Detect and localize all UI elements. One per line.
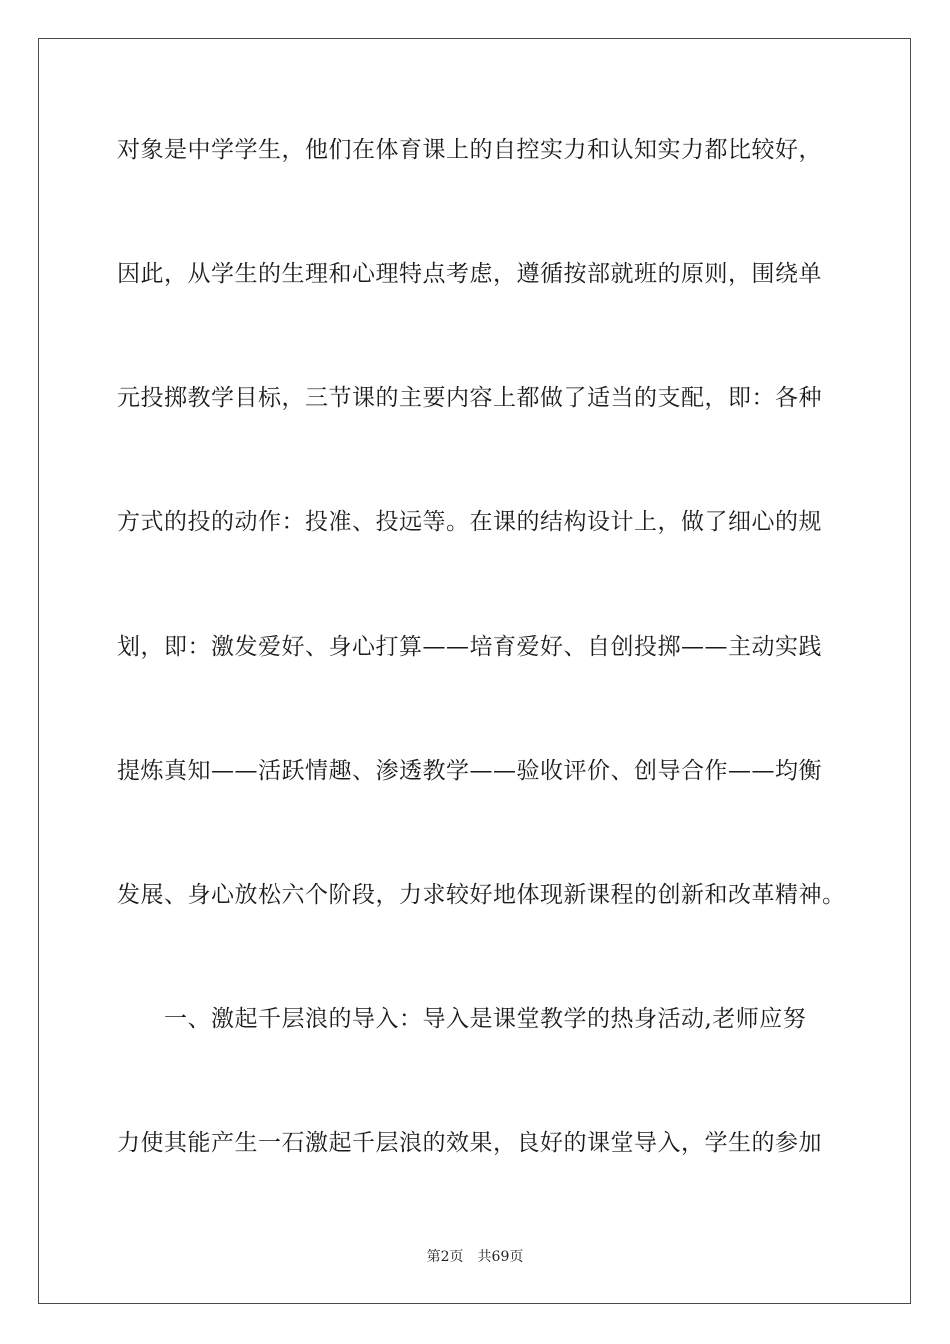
- text-line: 力使其能产生一石激起千层浪的效果，良好的课堂导入，学生的参加: [117, 1130, 822, 1156]
- text-line: 方式的投的动作：投准、投远等。在课的结构设计上，做了细心的规: [117, 509, 822, 535]
- text-line: 划，即：激发爱好、身心打算——培育爱好、自创投掷——主动实践: [117, 634, 822, 660]
- text-line: 提炼真知——活跃情趣、渗透教学——验收评价、创导合作——均衡: [117, 758, 822, 784]
- text-line: 对象是中学学生，他们在体育课上的自控实力和认知实力都比较好，: [117, 137, 822, 163]
- text-line: 元投掷教学目标，三节课的主要内容上都做了适当的支配，即：各种: [117, 385, 822, 411]
- page-number-total: 共69页: [477, 1249, 524, 1265]
- page-footer: [0, 1248, 950, 1266]
- page-border: [38, 38, 911, 1304]
- text-line: 一、激起千层浪的导入：导入是课堂教学的热身活动,老师应努: [117, 1006, 807, 1032]
- text-line: 发展、身心放松六个阶段，力求较好地体现新课程的创新和改革精神。: [117, 882, 846, 908]
- page-number-current: 第2页: [426, 1249, 464, 1265]
- text-line: 因此，从学生的生理和心理特点考虑，遵循按部就班的原则，围绕单: [117, 261, 822, 287]
